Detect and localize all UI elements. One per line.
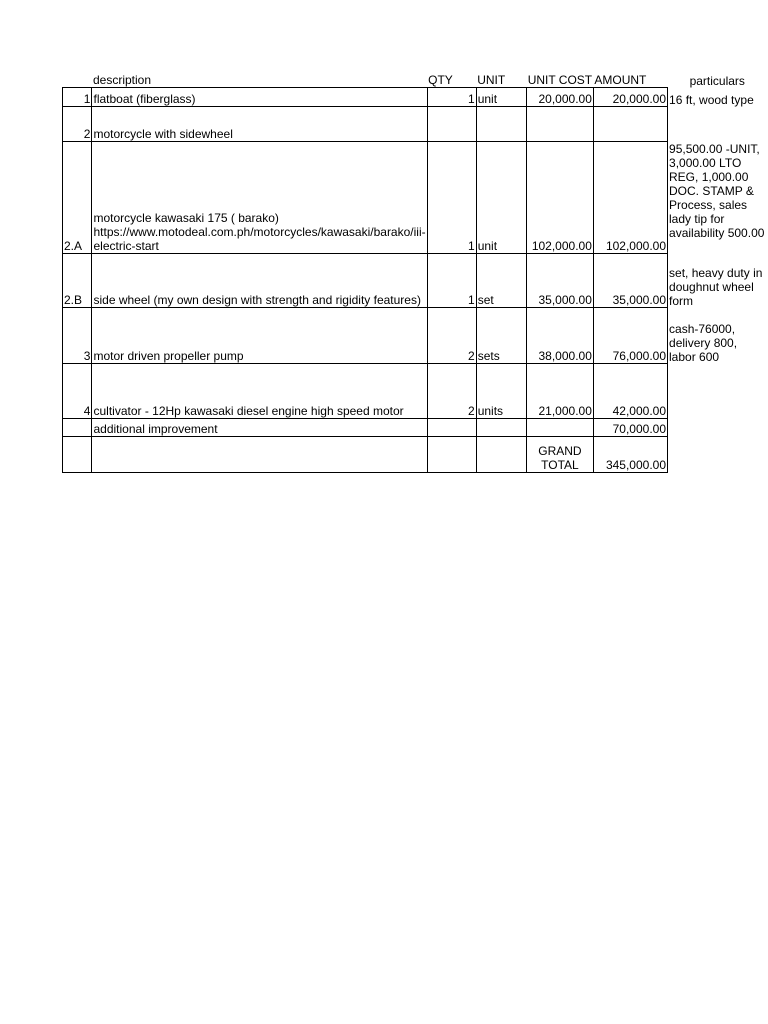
table-row bbox=[63, 419, 768, 437]
row-qty: 1 bbox=[427, 254, 476, 308]
spreadsheet bbox=[62, 68, 768, 473]
row-unit-cost bbox=[526, 107, 593, 142]
row-qty bbox=[427, 107, 476, 142]
row-description: motorcycle kawasaki 175 ( barako) https://www.motodeal.com.ph/motorcycles/kawasaki/barako/iii-electric-start bbox=[92, 142, 427, 254]
row-amount: 35,000.00 bbox=[593, 254, 667, 308]
row-description: cultivator - 12Hp kawasaki diesel engine high speed motor bbox=[92, 364, 427, 419]
row-particulars bbox=[668, 419, 768, 437]
row-unit-cost: 21,000.00 bbox=[526, 364, 593, 419]
row-amount: 102,000.00 bbox=[593, 142, 667, 254]
row-number: 1 bbox=[63, 88, 92, 107]
row-unit: sets bbox=[476, 308, 526, 364]
grand-total-amount: 345,000.00 bbox=[593, 437, 667, 473]
row-particulars: set, heavy duty in doughnut wheel form bbox=[669, 265, 763, 308]
row-description: additional improvement bbox=[92, 419, 427, 437]
header-unit-cost: UNIT COST bbox=[527, 73, 593, 87]
row-unit: units bbox=[476, 364, 526, 419]
row-qty bbox=[427, 419, 476, 437]
row-unit-cost: 20,000.00 bbox=[526, 88, 593, 107]
header-qty: QTY bbox=[428, 73, 453, 87]
header-unit: UNIT bbox=[477, 73, 506, 87]
row-unit bbox=[476, 419, 526, 437]
header-particulars: particulars bbox=[689, 73, 745, 88]
header-amount: AMOUNT bbox=[594, 73, 647, 87]
grand-total-row bbox=[63, 437, 768, 473]
row-qty: 1 bbox=[427, 142, 476, 254]
row-qty: 1 bbox=[427, 88, 476, 107]
row-unit-cost: 102,000.00 bbox=[526, 142, 593, 254]
row-description: side wheel (my own design with strength and rigidity features) bbox=[92, 254, 427, 308]
table-row bbox=[63, 107, 768, 142]
row-qty: 2 bbox=[427, 364, 476, 419]
row-unit-cost bbox=[526, 419, 593, 437]
row-particulars: 16 ft, wood type bbox=[669, 92, 754, 107]
grand-total-label: GRAND TOTAL bbox=[526, 437, 593, 473]
row-number: 2.A bbox=[63, 142, 92, 254]
table-row bbox=[63, 364, 768, 419]
row-number: 2 bbox=[63, 107, 92, 142]
row-amount: 20,000.00 bbox=[593, 88, 667, 107]
row-unit: unit bbox=[476, 142, 526, 254]
row-particulars bbox=[668, 364, 768, 419]
row-particulars: cash-76000, delivery 800, labor 600 bbox=[669, 321, 738, 364]
header-row bbox=[63, 68, 768, 88]
row-unit bbox=[476, 107, 526, 142]
row-number: 4 bbox=[63, 364, 92, 419]
table-row bbox=[63, 88, 768, 107]
row-amount: 76,000.00 bbox=[593, 308, 667, 364]
row-qty: 2 bbox=[427, 308, 476, 364]
row-number: 3 bbox=[63, 308, 92, 364]
row-description: motor driven propeller pump bbox=[92, 308, 427, 364]
header-no bbox=[63, 68, 92, 88]
row-number bbox=[63, 419, 92, 437]
row-amount: 70,000.00 bbox=[593, 419, 667, 437]
row-unit-cost: 35,000.00 bbox=[526, 254, 593, 308]
row-amount: 42,000.00 bbox=[593, 364, 667, 419]
row-particulars bbox=[668, 107, 768, 142]
table-row bbox=[63, 254, 768, 308]
row-unit-cost: 38,000.00 bbox=[526, 308, 593, 364]
table-row bbox=[63, 142, 768, 254]
row-amount bbox=[593, 107, 667, 142]
row-unit: unit bbox=[476, 88, 526, 107]
cost-table bbox=[62, 68, 768, 473]
row-description: motorcycle with sidewheel bbox=[92, 107, 427, 142]
row-particulars: 95,500.00 -UNIT, 3,000.00 LTO REG, 1,000.00 DOC. STAMP & Process, sales lady tip for availability 500.00 bbox=[669, 141, 765, 240]
table-row bbox=[63, 308, 768, 364]
row-description: flatboat (fiberglass) bbox=[92, 88, 427, 107]
row-number: 2.B bbox=[63, 254, 92, 308]
row-unit: set bbox=[476, 254, 526, 308]
header-description: description bbox=[92, 73, 152, 87]
